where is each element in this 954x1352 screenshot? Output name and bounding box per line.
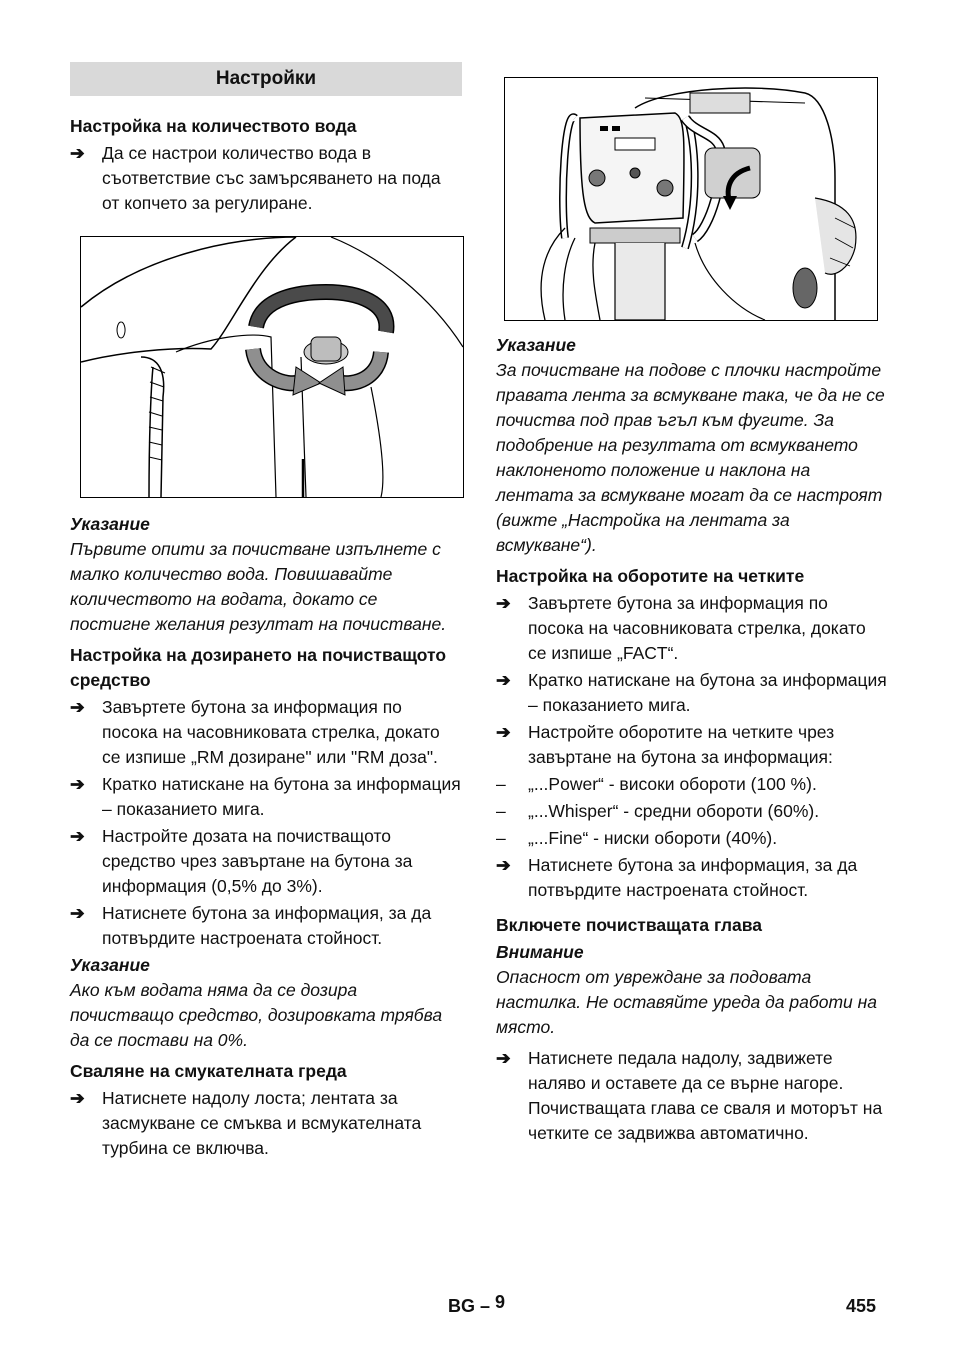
step-item: [70, 1086, 462, 1161]
heading-cleaning-head: Включете почистващата глава: [496, 915, 762, 935]
arrow-icon: ➔: [70, 774, 85, 794]
option-text: „...Whisper“ - средни обороти (60%).: [528, 801, 820, 821]
water-knob-figure: [80, 236, 464, 498]
step-text: Завъртете бутона за информация по посока на часовниковата стрелка, докато се изпише „FACT“.: [528, 593, 866, 663]
note-text: Първите опити за почистване изпълнете с малко количество вода. Повишавайте количеството на водата, докато се постигне желания резултат на почистване.: [70, 539, 447, 634]
step-text: Натиснете бутона за информация, за да потвърдите настроената стойност.: [102, 903, 432, 948]
step-text: Натиснете педала надолу, задвижете наляво и оставете да се върне нагоре. Почистващата глава се сваля и моторът на четките се задвижва автоматично.: [528, 1048, 883, 1143]
heading-brush-speed: Настройка на оборотите на четките: [496, 566, 805, 586]
step-text: Кратко натискане на бутона за информация – показанието мига.: [528, 670, 887, 715]
step-item: [70, 772, 462, 822]
step-text: Настройте дозата на почистващото средство чрез завъртане на бутона за информация (0,5% до 3%).: [102, 826, 413, 896]
step-item: [496, 720, 888, 770]
step-item: [496, 591, 888, 666]
step-text: Да се настрои количество вода в съответствие със замърсяването на пода от копчето за регулиране.: [102, 143, 441, 213]
note-title: Указание: [70, 955, 150, 975]
arrow-icon: ➔: [496, 722, 511, 742]
dash-marker: –: [496, 801, 506, 821]
step-text: Натиснете бутона за информация, за да потвърдите настроената стойност.: [528, 855, 858, 900]
arrow-icon: ➔: [70, 697, 85, 717]
arrow-icon: ➔: [496, 855, 511, 875]
control-panel-illustration: [505, 78, 877, 320]
arrow-icon: ➔: [496, 593, 511, 613]
step-item: [70, 141, 462, 216]
warning-text: Опасност от увреждане за подовата настилка. Не оставяйте уреда да работи на място.: [496, 967, 877, 1037]
water-knob-illustration: [81, 237, 463, 497]
step-text: Настройте оборотите на четките чрез завъртане на бутона за информация:: [528, 722, 835, 767]
step-item: [496, 668, 888, 718]
note-text: За почистване на подове с плочки настройте правата лента за всмукване така, че да не се почиства под прав ъгъл към фугите. За подобрение на резултата от всмукването наклоненото положение и наклона на лентата за всмукване могат да се настроят (вижте „Настройка на лентата за всмукване“).: [496, 360, 885, 555]
option-text: „...Fine“ - ниски обороти (40%).: [528, 828, 778, 848]
dash-marker: –: [496, 828, 506, 848]
warning-title: Внимание: [496, 942, 584, 962]
arrow-icon: ➔: [496, 670, 511, 690]
footer-section: [448, 1292, 506, 1317]
arrow-icon: ➔: [70, 826, 85, 846]
control-panel-figure: [504, 77, 878, 321]
heading-water-amount: Настройка на количеството вода: [70, 116, 357, 136]
section-banner: Настройки: [70, 62, 462, 96]
left-column: [70, 62, 462, 1163]
step-item: [496, 853, 888, 903]
section-code: BG –: [448, 1296, 491, 1316]
note-text: Ако към водата няма да се дозира почистващо средство, дозировката трябва да се постави на 0%.: [70, 980, 443, 1050]
heading-detergent-dosing: Настройка на дозирането на почистващото средство: [70, 645, 447, 690]
arrow-icon: ➔: [70, 903, 85, 923]
step-item: [496, 1046, 888, 1146]
arrow-icon: ➔: [70, 143, 85, 163]
step-item: [70, 901, 462, 951]
step-text: Завъртете бутона за информация по посока на часовниковата стрелка, докато се изпише „RM дозиране" или "RM доза".: [102, 697, 440, 767]
page-number: 455: [846, 1296, 877, 1316]
note-title: Указание: [496, 335, 576, 355]
section-page: 9: [495, 1292, 506, 1312]
spacer: [496, 905, 888, 913]
option-item: [496, 826, 888, 851]
arrow-icon: ➔: [496, 1048, 511, 1068]
option-item: [496, 799, 888, 824]
dash-marker: –: [496, 774, 506, 794]
step-item: [70, 695, 462, 770]
note-title: Указание: [70, 514, 150, 534]
right-column: [496, 77, 888, 1148]
step-item: [70, 824, 462, 899]
option-text: „...Power“ - високи обороти (100 %).: [528, 774, 817, 794]
option-item: [496, 772, 888, 797]
heading-lower-squeegee: Сваляне на смукателната греда: [70, 1061, 347, 1081]
arrow-icon: ➔: [70, 1088, 85, 1108]
step-text: Натиснете надолу лоста; лентата за засмукване се смъква и всмукателната турбина се включва.: [102, 1088, 422, 1158]
step-text: Кратко натискане на бутона за информация – показанието мига.: [102, 774, 461, 819]
